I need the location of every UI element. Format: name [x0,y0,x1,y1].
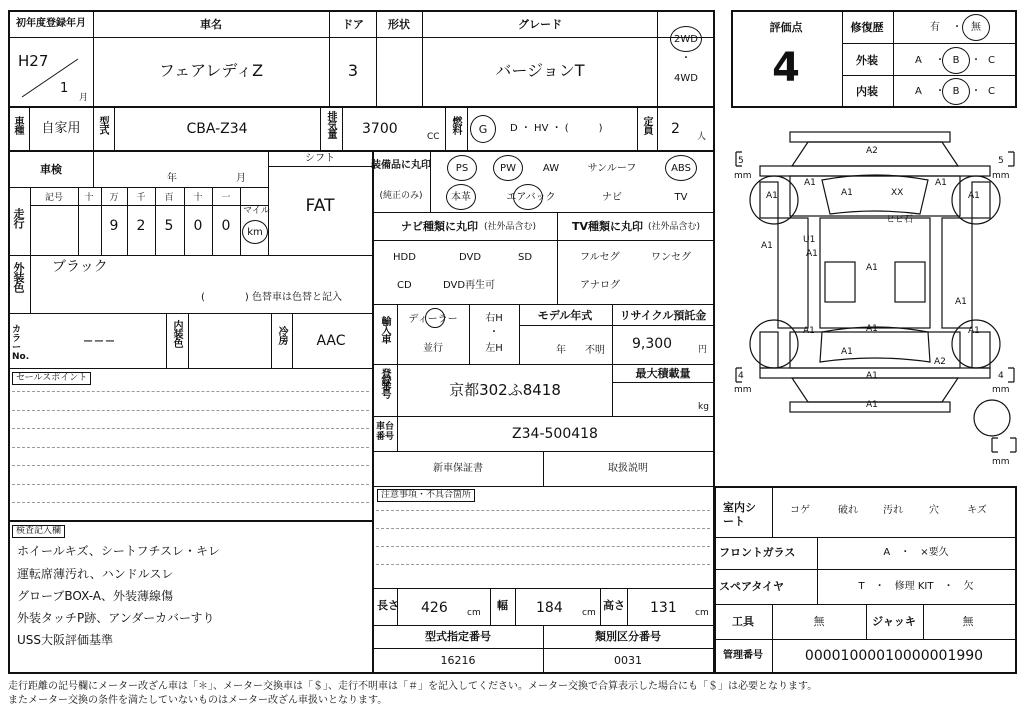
equip-abs: ABS [671,163,691,174]
manual-label: 取扱説明 [608,463,648,474]
doors-label: ドア [342,18,364,31]
unit-man: 万 [109,193,119,203]
dealer-mark-circle [425,308,445,328]
max-load-unit: kg [698,402,709,412]
grade-value: バージョンT [495,61,585,80]
model-label: 型式 [97,116,108,134]
digit-4: 0 [193,218,203,234]
unit-hyaku: 百 [164,193,174,203]
damage-mark-1: A2 [866,146,878,156]
vehicle-type: 自家用 [41,121,81,136]
tv-oneseg: ワンセグ [651,252,691,263]
damage-mark-15: A1 [866,324,878,334]
aircon-label: 冷房 [276,326,287,344]
interior-dot-2: ・ [971,86,981,97]
interior-a: A [915,86,922,97]
navi-type-title: ナビ種類に丸印 [401,220,478,233]
drive-2wd: 2WD [674,34,698,45]
recycle-value: 9,300 [632,336,673,352]
seat-dirt: 汚れ [883,505,903,516]
jack-value: 無 [962,615,974,628]
equip-sunroof: サンルーフ [587,163,637,174]
damage-mark-5: XX [891,188,904,198]
windshield-value: A ・ ×要久 [883,547,949,558]
chassis-number: Z34-500418 [512,426,598,442]
spare-label: スペアタイヤ [719,580,785,593]
inspector-line-3: グローブBOX-A、外装薄線傷 [17,589,173,603]
drive-4wd: 4WD [674,73,698,84]
shift-label: シフト [305,153,335,164]
shaken-label: 車検 [40,163,62,176]
exterior-a: A [915,55,922,66]
capacity-label: 定員 [641,116,652,134]
class-value: 0031 [614,654,642,667]
max-load-label: 最大積載量 [635,367,691,380]
footer-note-2: またメーター交換の条件を満たしていないものはメーター改ざん車扱いとなります。 [8,695,388,706]
length-unit: cm [467,608,481,618]
type-approval-label: 型式指定番号 [425,630,491,643]
spare-depth-mm: mm [992,457,1010,467]
length-value: 426 [421,600,448,616]
tire-depth-fr: 5 [998,156,1004,166]
unit-ichi: 一 [221,193,231,203]
equip-airbag: エアバック [506,192,556,203]
doors-value: 3 [347,61,359,80]
height-label: 高さ [603,599,625,612]
tire-depth-rl-mm: mm [734,385,752,395]
fuel-label: 燃料 [450,116,461,134]
capacity-unit: 人 [697,132,707,142]
import-label: 輸入車 [379,316,390,343]
exterior-c: C [988,55,995,66]
navi-type-sub: (社外品含む) [484,222,537,232]
tv-analog: アナログ [580,280,620,291]
car-name: フェアレディZ [158,61,264,80]
diagonal-slash-icon [18,52,80,100]
width-label: 幅 [497,599,508,612]
left-hand: 左H [485,343,503,354]
tv-type-sub: (社外品含む) [648,222,701,232]
mgmt-label: 管理番号 [723,650,763,661]
damage-mark-7: ヒビ石 [886,215,914,225]
shaken-month-unit: 月 [236,173,246,184]
chassis-label: 車台番号 [376,422,395,442]
seat-hole: 穴 [929,505,939,516]
import-dealer: ディーラー [408,314,458,325]
interior-c: C [988,86,995,97]
windshield-label: フロントガラス [719,546,796,559]
damage-mark-19: A1 [866,371,878,381]
equipment-title: 装備品に丸印 [371,160,431,171]
navi-sd: SD [518,252,533,263]
damage-mark-12: A1 [866,263,878,273]
color-value: ブラック [52,259,108,275]
exterior-dot-2: ・ [971,55,981,66]
navi-dvd: DVD [459,252,482,263]
shift-value: FAT [305,196,335,216]
displacement-unit: CC [427,132,440,142]
tire-depth-fl: 5 [738,156,744,166]
damage-mark-9: U1 [803,235,816,245]
interior-b: B [952,86,960,97]
registration-label: 登録番号 [379,368,390,396]
mileage-label: 走行 [12,208,25,228]
damage-mark-10: A1 [761,241,773,251]
repair-yes: 有 [930,22,940,33]
damage-mark-13: A1 [955,297,967,307]
fuel-other: D ・ HV ・ ( ) [510,123,603,134]
model-value: CBA-Z34 [186,121,248,137]
damage-mark-11: A1 [806,249,818,259]
exterior-b: B [952,55,960,66]
type-approval-value: 16216 [440,654,476,667]
era-year: H27 [18,52,49,70]
month-unit: 月 [79,93,89,103]
color-change-note: ( ) 色替車は色替と記入 [201,292,342,303]
equip-pw: PW [500,163,516,174]
length-label: 長さ [377,599,399,612]
tools-value: 無 [813,615,825,628]
score-value: 4 [772,45,800,91]
damage-mark-14: A1 [803,326,815,336]
score-label: 評価点 [769,21,803,34]
digit-2: 2 [136,218,146,234]
warranty-label: 新車保証書 [433,463,483,474]
damage-mark-17: A2 [934,357,946,367]
shaken-year-unit: 年 [167,173,177,184]
recycle-label: リサイクル預託金 [619,309,707,322]
seat-burn: コゲ [790,505,810,516]
navi-hdd: HDD [393,252,416,263]
vehicle-type-label: 車種 [12,116,23,134]
height-unit: cm [695,608,709,618]
int-color-label: 内装色 [171,320,182,347]
first-reg-label: 初年度登録年月 [16,18,86,29]
equip-leather: 本革 [451,192,471,203]
equip-navi: ナビ [602,192,622,203]
inspector-line-4: 外装タッチP跡、アンダーカバーすり [17,611,215,625]
digit-1: 9 [109,218,119,234]
displacement-label: 排気量 [325,111,336,138]
unit-sen: 千 [136,193,146,203]
shape-label: 形状 [388,18,410,31]
aircon-value: AAC [316,333,346,349]
tv-type-title: TV種類に丸印 [572,220,644,233]
tire-depth-rl: 4 [738,371,744,381]
inspector-line-1: ホイールキズ、シートフチスレ・キレ [17,544,220,558]
damage-mark-6: A1 [935,178,947,188]
damage-mark-3: A1 [766,191,778,201]
drive-dot: ・ [681,53,691,64]
spare-value: T ・ 修理 KIT ・ 欠 [858,581,974,592]
footer-note-1: 走行距離の記号欄にメーター改ざん車は「＊」、メーター交換車は「＄」、走行不明車は「＃」を記入してください。メーター交換で合算表示した場合にも「＄」は必要となります。 [8,681,818,692]
repair-no: 無 [971,22,981,33]
car-name-label: 車名 [200,18,222,31]
tire-depth-fr-mm: mm [992,171,1010,181]
equip-ps: PS [455,163,469,174]
notes-label: 注意事項・不具合箇所 [377,489,475,502]
grade-label: グレード [518,18,562,31]
repair-dot: ・ [952,22,962,33]
digit-5: 0 [221,218,231,234]
mgmt-number: 00001000010000001990 [804,648,984,664]
height-value: 131 [650,600,677,616]
car-damage-diagram [730,122,1020,462]
jack-label: ジャッキ [872,615,916,628]
tools-label: 工具 [732,615,754,628]
inspector-line-2: 運転席薄汚れ、ハンドルスレ [17,567,174,581]
inspector-notes-label: 検査記入欄 [12,525,65,538]
damage-mark-4: A1 [841,188,853,198]
damage-mark-18: A1 [841,347,853,357]
damage-mark-20: A1 [866,400,878,410]
tire-depth-rr: 4 [998,371,1004,381]
sales-point-label: セールスポイント [12,372,91,385]
model-year-unknown: 不明 [585,345,605,356]
capacity-value: 2 [671,121,680,137]
tire-depth-fl-mm: mm [734,171,752,181]
exterior-label: 外装 [856,54,878,67]
hand-dot: ・ [489,327,499,338]
model-year-unit: 年 [556,345,566,356]
fuel-g: G [478,123,488,136]
right-hand: 右H [485,313,503,324]
model-year-label: モデル年式 [537,309,593,322]
mile-label: マイル [243,206,270,216]
unit-ten-man: 十 [84,193,94,203]
navi-dvd-play: DVD再生可 [443,280,496,291]
tire-depth-rr-mm: mm [992,385,1010,395]
import-parallel: 並行 [423,343,443,354]
seat-label: 室内シート [723,501,756,529]
equipment-subtitle: (純正のみ) [379,191,423,201]
interior-label: 内装 [856,85,878,98]
color-no-label: カラーNo. [12,325,30,362]
digit-3: 5 [164,218,174,234]
km-label: km [247,227,263,238]
seat-tear: 破れ [838,505,858,516]
interior-dot-1: ・ [935,86,945,97]
class-label: 類別区分番号 [595,630,661,643]
tv-fullseg: フルセグ [580,252,620,263]
color-no-value: −−− [82,334,116,349]
inspector-line-5: USS大阪評価基準 [17,633,114,647]
damage-mark-8: A1 [968,191,980,201]
recycle-yen: 円 [698,345,708,355]
width-value: 184 [536,600,563,616]
reg-month: 1 [60,81,69,96]
repair-label: 修復歴 [850,21,884,34]
damage-mark-2: A1 [804,178,816,188]
width-unit: cm [582,608,596,618]
exterior-dot-1: ・ [935,55,945,66]
navi-cd: CD [397,280,412,291]
equip-tv: TV [674,192,688,203]
color-label: 外装色 [12,262,25,292]
damage-mark-16: A1 [968,326,980,336]
displacement-value: 3700 [362,121,398,137]
unit-juu: 十 [193,193,203,203]
seat-scratch: キズ [967,505,987,516]
equip-aw: AW [542,163,560,174]
symbol-label: 記号 [44,193,64,203]
registration-number: 京都302ふ8418 [449,381,561,399]
